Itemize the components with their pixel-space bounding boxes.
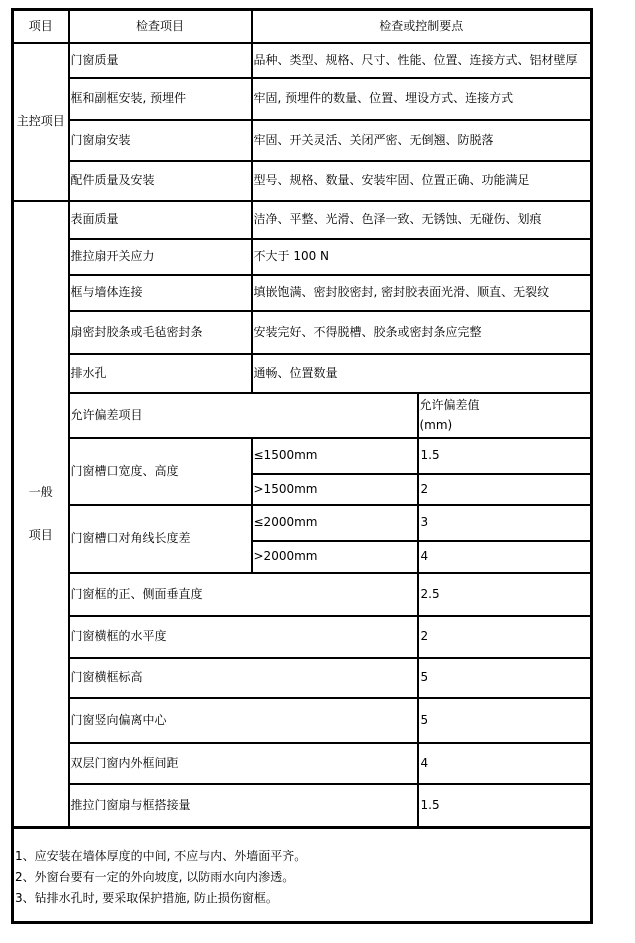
cell-item: 排水孔 (69, 354, 252, 393)
cell-value: 5 (418, 658, 592, 698)
cell-condition: ≤1500mm (252, 438, 418, 474)
cell-item: 门窗横框标高 (69, 658, 418, 698)
cell-item: 门窗槽口对角线长度差 (69, 505, 252, 573)
cell-deviation-header-value (418, 393, 592, 438)
cell-item: 双层门窗内外框间距 (69, 743, 418, 784)
cell-item: 门窗横框的水平度 (69, 616, 418, 658)
header-points: 检查或控制要点 (252, 10, 592, 43)
cell-item: 门窗槽口宽度、高度 (69, 438, 252, 505)
cell-points: 通畅、位置数量 (252, 354, 592, 393)
table-header-row (13, 10, 592, 43)
table-row (13, 505, 592, 541)
cell-item: 配件质量及安装 (69, 161, 252, 201)
cell-value: 2 (418, 474, 592, 505)
note-line-2: 2、外窗台要有一定的外向坡度, 以防雨水向内渗透。 (15, 870, 295, 884)
cell-value: 1.5 (418, 438, 592, 474)
table-row (13, 573, 592, 616)
table-row (13, 698, 592, 743)
category-general-line2: 项目 (28, 527, 53, 542)
deviation-header-value-line1: 允许偏差值 (419, 398, 480, 412)
cell-points: 品种、类型、规格、尺寸、性能、位置、连接方式、铝材壁厚 (252, 43, 592, 78)
cell-item: 门窗扇安装 (69, 120, 252, 161)
cell-points: 不大于 100 N (252, 239, 592, 275)
cell-deviation-header-item: 允许偏差项目 (69, 393, 418, 438)
deviation-header-value-line2: (mm) (419, 418, 453, 432)
table-row (13, 161, 592, 201)
table-row (13, 438, 592, 474)
table-row (13, 658, 592, 698)
cell-item: 推拉门窗扇与框搭接量 (69, 784, 418, 828)
cell-points: 牢固、开关灵活、关闭严密、无倒翘、防脱落 (252, 120, 592, 161)
cell-item: 框与墙体连接 (69, 275, 252, 311)
cell-value: 2.5 (418, 573, 592, 616)
cell-condition: ≤2000mm (252, 505, 418, 541)
cell-points: 型号、规格、数量、安装牢固、位置正确、功能满足 (252, 161, 592, 201)
cell-value: 1.5 (418, 784, 592, 828)
cell-points: 安装完好、不得脱槽、胶条或密封条应完整 (252, 311, 592, 354)
cell-value: 4 (418, 541, 592, 573)
notes-row (13, 828, 592, 923)
table-row (13, 120, 592, 161)
table-row (13, 743, 592, 784)
cell-value: 3 (418, 505, 592, 541)
header-item: 检查项目 (69, 10, 252, 43)
table-row (13, 275, 592, 311)
cell-item: 扇密封胶条或毛毡密封条 (69, 311, 252, 354)
table-row (13, 78, 592, 120)
cell-notes (13, 828, 592, 923)
table-row (13, 784, 592, 828)
cell-item: 表面质量 (69, 201, 252, 239)
cell-category-main: 主控项目 (13, 43, 69, 201)
cell-condition: >1500mm (252, 474, 418, 505)
cell-item: 门窗竖向偏离中心 (69, 698, 418, 743)
category-general-line1: 一般 (28, 484, 53, 499)
cell-item: 门窗质量 (69, 43, 252, 78)
header-category: 项目 (13, 10, 69, 43)
cell-item: 框和副框安装, 预埋件 (69, 78, 252, 120)
inspection-table (11, 8, 593, 924)
table-row (13, 354, 592, 393)
table-row (13, 201, 592, 239)
table-row (13, 311, 592, 354)
cell-item: 门窗框的正、侧面垂直度 (69, 573, 418, 616)
note-line-3: 3、钻排水孔时, 要采取保护措施, 防止损伤窗框。 (15, 891, 278, 905)
cell-points: 牢固, 预埋件的数量、位置、埋设方式、连接方式 (252, 78, 592, 120)
cell-value: 5 (418, 698, 592, 743)
cell-points: 填嵌饱满、密封胶密封, 密封胶表面光滑、顺直、无裂纹 (252, 275, 592, 311)
cell-category-general (13, 201, 69, 828)
table-row (13, 616, 592, 658)
cell-points: 洁净、平整、光滑、色泽一致、无锈蚀、无碰伤、划痕 (252, 201, 592, 239)
cell-condition: >2000mm (252, 541, 418, 573)
table-row (13, 43, 592, 78)
note-line-1: 1、应安装在墙体厚度的中间, 不应与内、外墙面平齐。 (15, 849, 307, 863)
cell-item: 推拉扇开关应力 (69, 239, 252, 275)
table-row (13, 239, 592, 275)
deviation-header-row (13, 393, 592, 438)
cell-value: 4 (418, 743, 592, 784)
cell-value: 2 (418, 616, 592, 658)
